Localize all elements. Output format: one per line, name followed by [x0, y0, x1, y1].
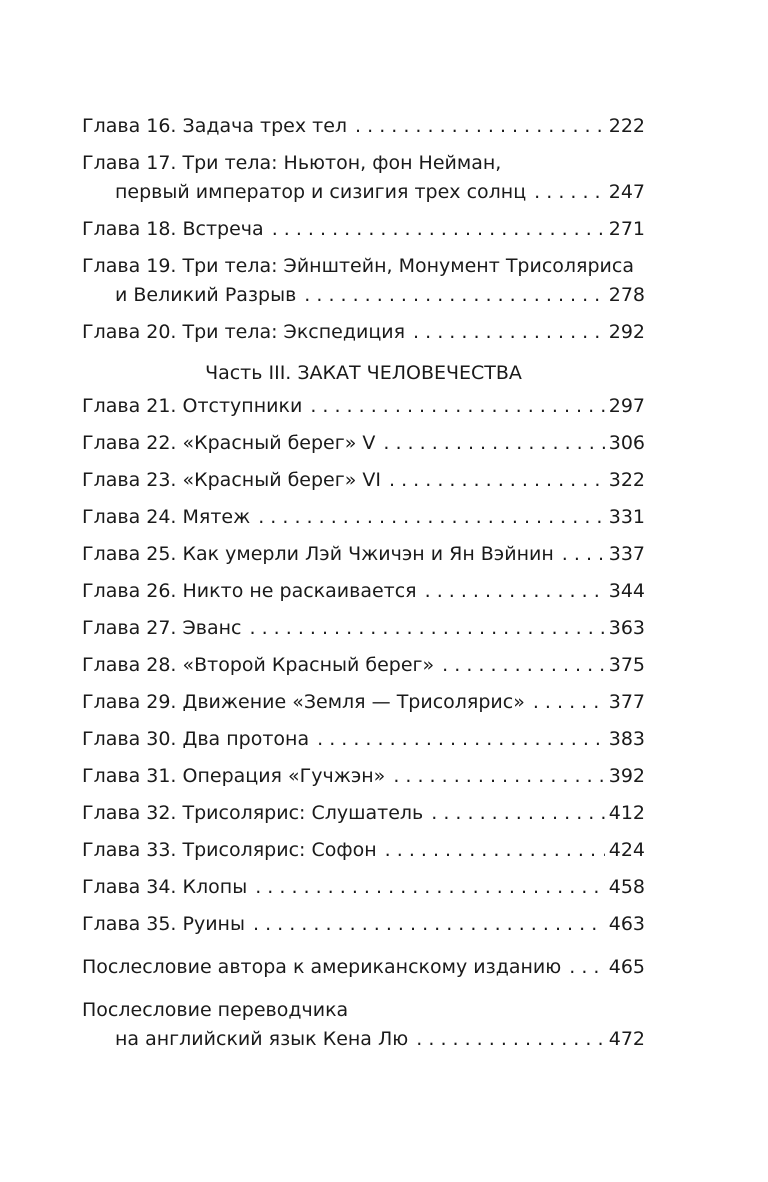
toc-entry[interactable] [82, 836, 645, 865]
toc-title: Глава 31. Операция «Гучжэн» [82, 765, 386, 787]
toc-page-number: 292 [608, 321, 645, 343]
toc-entry[interactable] [82, 762, 645, 791]
dot-leader [255, 873, 605, 902]
toc-page-number: 278 [608, 284, 645, 306]
toc-title: Глава 32. Трисолярис: Слушатель [82, 802, 424, 824]
toc-entry[interactable] [82, 873, 645, 902]
toc-entry[interactable] [82, 799, 645, 828]
toc-page-number: 306 [608, 432, 645, 454]
dot-leader [258, 503, 605, 532]
toc-title: Глава 29. Движение «Земля — Трисолярис» [82, 691, 525, 713]
toc-title: Глава 35. Руины [82, 913, 245, 935]
toc-entry[interactable] [82, 429, 645, 458]
toc-entry-ch19[interactable] [82, 252, 645, 310]
toc-page-number: 465 [608, 956, 645, 978]
toc-title: Глава 34. Клопы [82, 876, 248, 898]
dot-leader [383, 429, 604, 458]
part-heading: Часть III. ЗАКАТ ЧЕЛОВЕЧЕСТВА [205, 362, 522, 384]
toc-title: Глава 23. «Красный берег» VI [82, 469, 381, 491]
toc-title: первый император и сизигия трех солнц [115, 181, 527, 203]
toc-entry-ch16[interactable] [82, 112, 645, 141]
toc-title: Глава 33. Трисолярис: Софон [82, 839, 377, 861]
dot-leader [425, 577, 605, 606]
toc-title: Глава 16. Задача трех тел [82, 115, 348, 137]
toc-page-number: 331 [608, 506, 645, 528]
toc-page-number: 412 [608, 802, 645, 824]
dot-leader [389, 466, 605, 495]
toc-entry[interactable] [82, 651, 645, 680]
dot-leader [272, 215, 605, 244]
dot-leader [534, 178, 605, 207]
toc-page-number: 392 [608, 765, 645, 787]
toc-page-number: 322 [608, 469, 645, 491]
toc-page-number: 344 [608, 580, 645, 602]
dot-leader [317, 725, 605, 754]
dot-leader [385, 836, 605, 865]
toc-entry-ch18[interactable] [82, 215, 645, 244]
toc-entry[interactable] [82, 466, 645, 495]
dot-leader [562, 540, 605, 569]
toc-entry[interactable] [82, 688, 645, 717]
toc-title: Глава 27. Эванс [82, 617, 242, 639]
toc-entry[interactable] [82, 577, 645, 606]
dot-leader [416, 1025, 604, 1054]
toc-title: Глава 21. Отступники [82, 395, 303, 417]
part3-chapter-list [82, 392, 645, 939]
toc-entry[interactable] [82, 540, 645, 569]
toc-page-number: 424 [608, 839, 645, 861]
dot-leader [431, 799, 604, 828]
toc-title: Глава 30. Два протона [82, 728, 310, 750]
dot-leader [413, 318, 605, 347]
dot-leader [442, 651, 605, 680]
dot-leader [250, 614, 605, 643]
toc-page-number: 337 [608, 543, 645, 565]
toc-page-number: 377 [608, 691, 645, 713]
toc-entry[interactable] [82, 614, 645, 643]
toc-page-number: 472 [608, 1028, 645, 1050]
toc-page-number: 222 [608, 115, 645, 137]
toc-page-number: 363 [608, 617, 645, 639]
toc-title: Глава 24. Мятеж [82, 506, 251, 528]
dot-leader [393, 762, 604, 791]
toc-entry[interactable] [82, 910, 645, 939]
table-of-contents [82, 112, 645, 1062]
dot-leader [304, 281, 604, 310]
toc-title-line1: Глава 17. Три тела: Ньютон, фон Нейман, [82, 152, 502, 174]
toc-title-line1: Глава 19. Три тела: Эйнштейн, Монумент Трисоляриса [82, 255, 634, 277]
toc-title-line1: Послесловие переводчика [82, 999, 349, 1021]
toc-title: Глава 25. Как умерли Лэй Чжичэн и Ян Вэйнин [82, 543, 554, 565]
toc-page-number: 458 [608, 876, 645, 898]
dot-leader [253, 910, 605, 939]
toc-page-number: 271 [608, 218, 645, 240]
toc-title: и Великий Разрыв [115, 284, 297, 306]
toc-entry[interactable] [82, 503, 645, 532]
toc-page-number: 247 [608, 181, 645, 203]
toc-title: Глава 26. Никто не раскаивается [82, 580, 417, 602]
toc-title: Послесловие автора к американскому изданию [82, 956, 562, 978]
toc-entry-ch17[interactable] [82, 149, 645, 207]
toc-entry-afterword-author[interactable] [82, 953, 645, 982]
dot-leader [355, 112, 605, 141]
toc-title: на английский язык Кена Лю [115, 1028, 409, 1050]
toc-title: Глава 22. «Красный берег» V [82, 432, 376, 454]
toc-page-number: 463 [608, 913, 645, 935]
toc-title: Глава 18. Встреча [82, 218, 264, 240]
dot-leader [569, 953, 604, 982]
toc-page-number: 383 [608, 728, 645, 750]
toc-entry-ch20[interactable] [82, 318, 645, 347]
toc-page-number: 375 [608, 654, 645, 676]
toc-page-number: 297 [608, 395, 645, 417]
toc-entry[interactable] [82, 392, 645, 421]
dot-leader [310, 392, 604, 421]
dot-leader [533, 688, 605, 717]
toc-title: Глава 20. Три тела: Экспедиция [82, 321, 406, 343]
toc-title: Глава 28. «Второй Красный берег» [82, 654, 435, 676]
toc-entry[interactable] [82, 725, 645, 754]
toc-entry-afterword-translator[interactable] [82, 996, 645, 1054]
